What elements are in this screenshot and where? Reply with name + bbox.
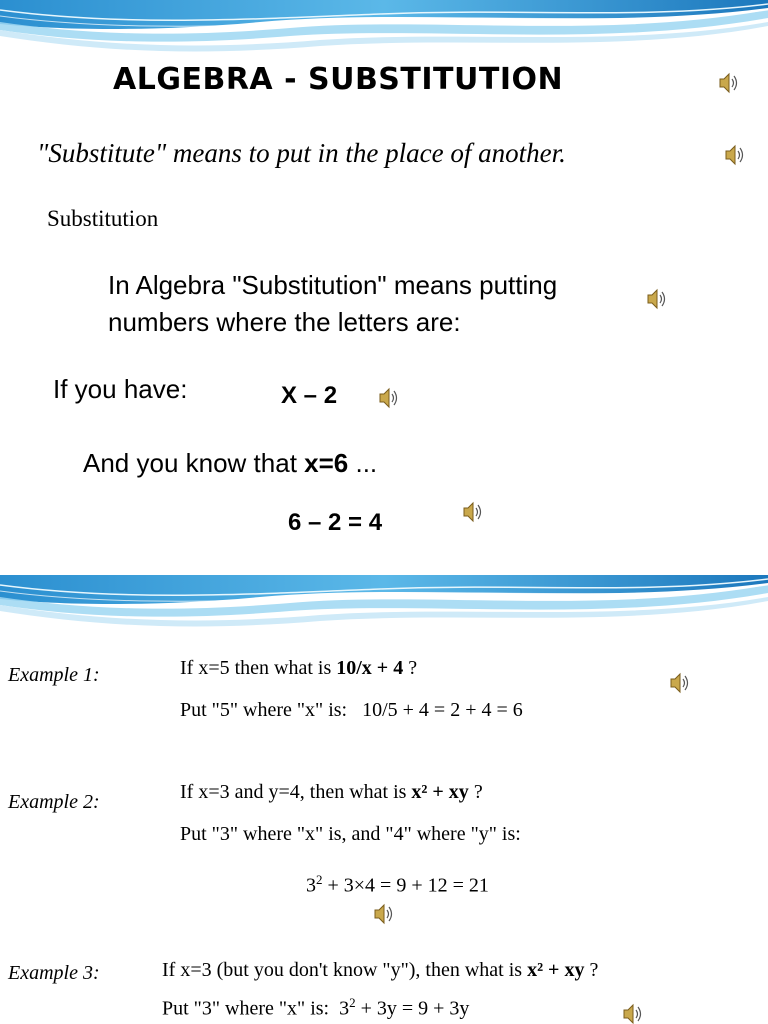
intro-line-2: numbers where the letters are: <box>108 307 461 337</box>
example-1-label: Example 1: <box>8 664 100 686</box>
example-2-label: Example 2: <box>8 791 100 813</box>
known-value: x=6 <box>304 448 349 478</box>
example-2-question: If x=3 and y=4, then what is x² + xy ? <box>180 781 483 803</box>
intro-line-1: In Algebra "Substitution" means putting <box>108 270 558 300</box>
speaker-icon[interactable] <box>622 1001 644 1024</box>
if-you-have-text: If you have: <box>53 374 188 404</box>
subheading: Substitution <box>47 206 159 231</box>
example-3-label: Example 3: <box>8 962 100 984</box>
speaker-icon[interactable] <box>724 142 746 168</box>
example-3-answer: Put "3" where "x" is: $3^2 + 3y = 9 + 3y$ <box>162 995 470 1020</box>
speaker-icon[interactable] <box>378 385 400 411</box>
speaker-icon[interactable] <box>718 70 740 96</box>
slide-title: ALGEBRA - SUBSTITUTION <box>113 62 564 97</box>
expression: X – 2 <box>281 382 338 409</box>
speaker-icon[interactable] <box>646 286 668 312</box>
example-2-answer: Put "3" where "x" is, and "4" where "y" is: <box>180 823 521 845</box>
example-1-question: If x=5 then what is 10/x + 4 ? <box>180 657 418 679</box>
header-wave-graphic <box>0 0 768 70</box>
example-2-calculation: $3^2 + 3\times 4 = 9 + 12 = 21$ <box>306 872 489 897</box>
speaker-icon[interactable] <box>669 670 691 696</box>
slide-2 <box>0 575 768 1024</box>
speaker-icon[interactable] <box>462 499 484 525</box>
definition-text: "Substitute" means to put in the place of another. <box>37 138 566 168</box>
example-1-answer: Put "5" where "x" is: 10/5 + 4 = 2 + 4 = 6 <box>180 699 523 721</box>
speaker-icon[interactable] <box>373 901 395 927</box>
header-wave-graphic <box>0 575 768 645</box>
example-3-question: If x=3 (but you don't know "y"), then what is x² + xy ? <box>162 959 599 981</box>
and-you-know-text: And you know that x=6 ... <box>83 448 378 478</box>
result-equation: 6 – 2 = 4 <box>288 509 383 536</box>
